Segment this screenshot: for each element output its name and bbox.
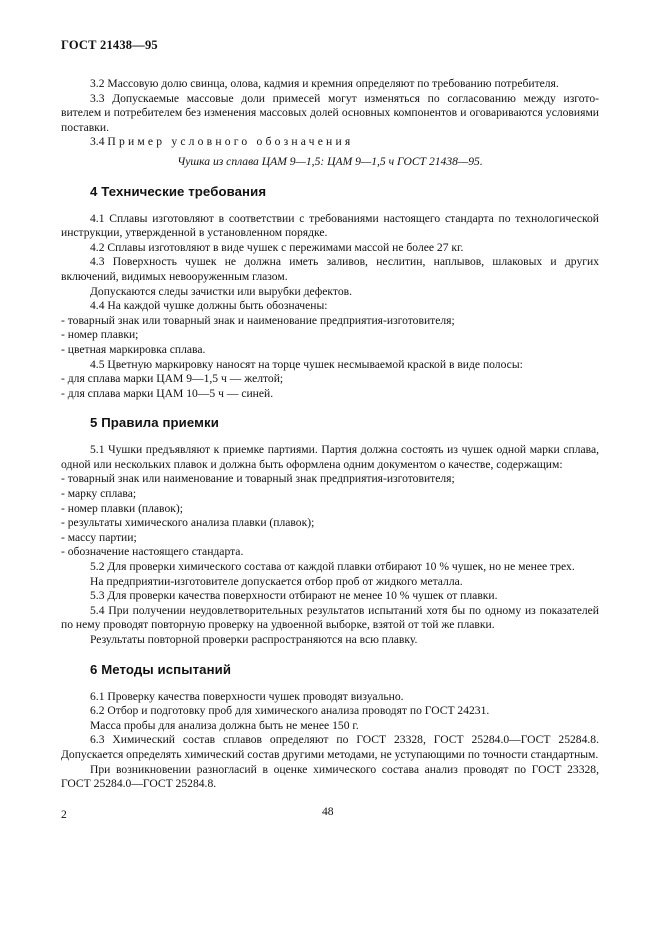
paragraph-5-2: 5.2 Для проверки химического состава от каждой плавки отбирают 10 % чушек, но не менее трех.	[90, 560, 575, 574]
paragraph-6-3: 6.3 Химический состав сплавов определяют по ГОСТ 23328, ГОСТ 25284.0—ГОСТ 25284.8. Допускается определять химический состав другими методами, не уступающими по точности стандартным.	[61, 733, 599, 761]
sheet-number: 48	[322, 805, 334, 818]
paragraph-6-3b: При возникновении разногласий в оценке химического состава анализ проводят по ГОСТ 23328, ГОСТ 25284.0—ГОСТ 25284.8.	[61, 762, 599, 791]
paragraph-3-4-number: 3.4	[90, 135, 108, 149]
list-item: - для сплава марки ЦАМ 9—1,5 ч — желтой;	[61, 372, 284, 386]
document-code-header: ГОСТ 21438—95	[61, 38, 158, 52]
section-6-heading: 6 Методы испытаний	[90, 661, 232, 677]
list-item: - номер плавки;	[61, 328, 139, 342]
list-item: - марку сплава;	[61, 487, 137, 501]
paragraph-3-3-rest: вителем и потребителем без изменения массовых долей основных компонентов и оговариваются условиями поставки.	[61, 106, 599, 134]
paragraph-6-2b: Масса пробы для анализа должна быть не менее 150 г.	[90, 718, 359, 732]
list-item: - обозначение настоящего стандарта.	[61, 545, 244, 559]
paragraph-5-4b: Результаты повторной проверки распространяются на всю плавку.	[90, 633, 418, 646]
paragraph-4-3b: Допускаются следы зачистки или вырубки дефектов.	[90, 284, 352, 298]
paragraph-6-2: 6.2 Отбор и подготовку проб для химического анализа проводят по ГОСТ 24231.	[90, 704, 490, 718]
list-item: - товарный знак или наименование и товарный знак предприятия-изготовителя;	[61, 472, 455, 486]
paragraph-3-2: 3.2 Массовую долю свинца, олова, кадмия и кремния определяют по требованию потребителя.	[90, 77, 559, 90]
paragraph-3-4	[61, 135, 599, 150]
paragraph-3-3-line1: 3.3 Допускаемые массовые доли примесей могут изменяться по согласованию между изгото-	[90, 91, 599, 105]
list-item: - для сплава марки ЦАМ 10—5 ч — синей.	[61, 386, 274, 400]
list-item: - цветная маркировка сплава.	[61, 342, 206, 356]
paragraph-5-2b: На предприятии-изготовителе допускается отбор проб от жидкого металла.	[90, 574, 463, 588]
list-item: - массу партии;	[61, 530, 137, 544]
list-item: - результаты химического анализа плавки (плавок);	[61, 516, 315, 530]
paragraph-5-3: 5.3 Для проверки качества поверхности отбирают не менее 10 % чушек от плавки.	[90, 589, 498, 603]
paragraph-5-4: 5.4 При получении неудовлетворительных результатов испытаний хотя бы по одному из показателей по нему проводят повторную проверку на удвоенной выборке, взятой от той же плавки.	[61, 603, 599, 632]
paragraph-5-1: 5.1 Чушки предъявляют к приемке партиями. Партия должна состоять из чушек одной марки сплава, одной или нескольких плавок и должна быть оформлена одним документом о качестве, содержащим:	[61, 443, 599, 471]
paragraph-4-5: 4.5 Цветную маркировку наносят на торце чушек несмываемой краской в виде полосы:	[90, 357, 523, 371]
page-number: 2	[61, 808, 67, 821]
paragraph-3-4-title: Пример условного обозначения	[107, 135, 354, 149]
paragraph-6-1: 6.1 Проверку качества поверхности чушек проводят визуально.	[90, 689, 404, 703]
paragraph-4-3: 4.3 Поверхность чушек не должна иметь заливов, неслитин, наплывов, шлаковых и других включений, видимых невооруженным глазом.	[61, 255, 599, 283]
list-item: - товарный знак или товарный знак и наименование предприятия-изготовителя;	[61, 313, 455, 327]
section-5-heading: 5 Правила приемки	[90, 415, 219, 431]
list-item: - номер плавки (плавок);	[61, 501, 183, 515]
paragraph-4-4: 4.4 На каждой чушке должны быть обозначены:	[90, 299, 328, 313]
designation-example: Чушка из сплава ЦАМ 9—1,5: ЦАМ 9—1,5 ч ГОСТ 21438—95.	[177, 154, 483, 168]
paragraph-4-1: 4.1 Сплавы изготовляют в соответствии с требованиями настоящего стандарта по технологической инструкции, утвержденной в установленном порядке.	[61, 211, 599, 240]
paragraph-4-2: 4.2 Сплавы изготовляют в виде чушек с пережимами массой не более 27 кг.	[90, 240, 464, 254]
document-body	[61, 77, 599, 792]
section-4-heading: 4 Технические требования	[90, 183, 267, 199]
